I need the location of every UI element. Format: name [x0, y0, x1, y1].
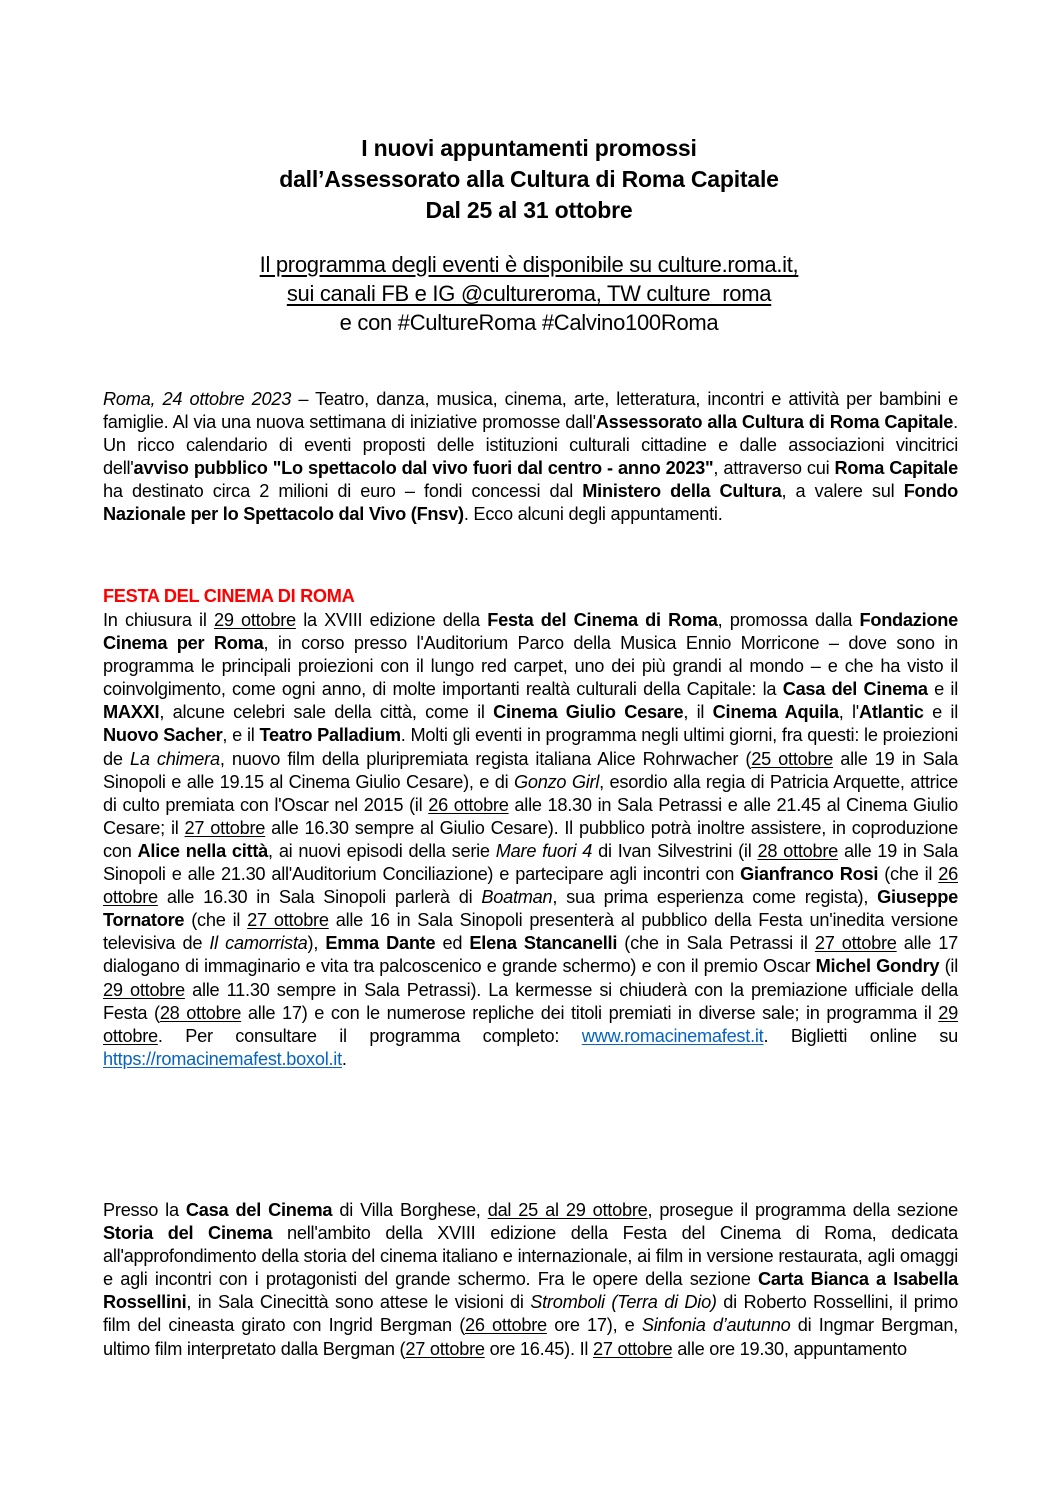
italic-title: Il camorrista — [209, 933, 308, 954]
text-run: di Ivan Silvestrini (il — [592, 840, 758, 861]
bold-text: Emma Dante — [325, 933, 436, 954]
title-line: dall’Assessorato alla Cultura di Roma Capitale — [279, 166, 779, 192]
bold-text: Elena Stancanelli — [469, 933, 618, 954]
bold-text: Michel Gondry — [815, 956, 940, 977]
subtitle-line-website: Il programma degli eventi è disponibile su culture.roma.it, — [259, 252, 799, 277]
italic-title: Stromboli (Terra di Dio) — [530, 1292, 717, 1313]
text-run: alle 17 dialogano di immaginario e vita tra palcoscenico e grande schermo) e con il premio Oscar — [103, 933, 959, 977]
text-run: . Ecco alcuni degli appuntamenti. — [463, 504, 723, 525]
bold-text: Teatro Palladium — [259, 725, 401, 746]
text-run: di Ingmar Bergman, ultimo film interpretato dalla Bergman ( — [103, 1315, 959, 1359]
text-run: nell'ambito della XVIII edizione della Festa del Cinema di Roma, dedicata all'approfondimento della storia del cinema italiano e internazionale, ai film in versione restaurata, agli omaggi e agli incontri con i protagonisti del grande schermo. Fra le opere della sezione — [103, 1223, 958, 1290]
italic-title: Sinfonia d’autunno — [641, 1315, 791, 1336]
bold-text: Roma Capitale — [834, 458, 958, 479]
text-run: In chiusura il — [103, 610, 214, 630]
text-run: , a valere sul — [781, 481, 904, 502]
italic-title: Gonzo Girl — [513, 771, 600, 792]
bold-text: Giuseppe Tornatore — [103, 887, 958, 931]
bold-text: Carta Bianca a Isabella Rossellini — [103, 1269, 958, 1313]
text-run: alle 11.30 sempre in Sala Petrassi). La kermesse si chiuderà con la premiazione ufficiale della Festa ( — [103, 979, 959, 1023]
text-run: di Villa Borghese, — [332, 1200, 488, 1220]
bold-text: Cinema Aquila — [712, 702, 839, 723]
text-run: , e il — [222, 725, 260, 746]
bold-text: Alice nella città — [137, 840, 269, 861]
casa-del-cinema-paragraph — [103, 1199, 958, 1361]
bold-text: Casa del Cinema — [782, 679, 928, 700]
text-run: , l' — [838, 702, 859, 723]
subtitle-line-social: sui canali FB e IG @cultureroma, TW culture_roma — [286, 281, 772, 306]
text-run: alle 19 in Sala Sinopoli e alle 21.30 all'Auditorium Conciliazione) e partecipare agli incontri con — [103, 840, 959, 885]
text-run: alle 17) e con le numerose repliche dei titoli premiati in diverse sale; in programma il — [241, 1002, 939, 1023]
bold-text: Gianfranco Rosi — [740, 864, 879, 885]
text-run: di Roberto Rossellini, il primo film del cineasta girato con Ingrid Bergman ( — [103, 1292, 958, 1336]
underlined-date: 29 ottobre — [103, 1002, 958, 1046]
italic-title: Mare fuori 4 — [495, 840, 593, 861]
underlined-date: 27 ottobre — [405, 1338, 485, 1359]
underlined-date: 28 ottobre — [159, 1002, 242, 1023]
underlined-date: 26 ottobre — [428, 794, 509, 815]
bold-text: Cinema Giulio Cesare — [493, 702, 684, 723]
underlined-date: 28 ottobre — [757, 840, 839, 861]
underlined-date: 26 ottobre — [465, 1315, 547, 1336]
document-subtitle — [0, 250, 1058, 337]
text-run: . Biglietti online su — [763, 1025, 959, 1046]
text-run: , prosegue il programma della sezione — [647, 1200, 958, 1220]
text-run: ed — [435, 933, 470, 954]
underlined-date: 29 ottobre — [213, 610, 296, 630]
italic-title: La chimera — [129, 748, 220, 769]
link[interactable]: www.romacinemafest.it — [581, 1025, 764, 1046]
link[interactable]: https://romacinemafest.boxol.it — [103, 1048, 342, 1069]
bold-text: Festa del Cinema di Roma — [487, 610, 718, 630]
text-run: , esordio alla regia di Patricia Arquette, attrice di culto premiata con l'Oscar nel 2015 (il — [103, 771, 958, 815]
text-run: – Teatro, danza, musica, cinema, arte, letteratura, incontri e attività per bambini e famiglie. Al via una nuova settimana di iniziative promosse dall' — [103, 389, 958, 433]
underlined-date: 27 ottobre — [184, 817, 266, 838]
text-run: . — [341, 1048, 347, 1069]
text-run: , sua prima esperienza come regista), — [552, 887, 878, 908]
bold-text: Atlantic — [858, 702, 924, 723]
bold-text: Casa del Cinema — [185, 1200, 333, 1220]
document-title — [0, 133, 1058, 226]
text-run: , il — [683, 702, 713, 723]
title-line: Dal 25 al 31 ottobre — [425, 197, 633, 223]
text-run: ore 17), e — [546, 1315, 642, 1336]
text-run: . Per consultare il programma completo: — [157, 1025, 582, 1046]
text-run: e il — [927, 679, 958, 700]
text-run: . Molti gli eventi in programma negli ultimi giorni, fra questi: le proiezioni de — [103, 725, 958, 769]
text-run: , in corso presso l'Auditorium Parco della Musica Ennio Morricone – dove sono in programma le principali proiezioni con il lungo red carpet, uno dei più grandi al mondo – e che ha visto il coinvolgimento, come ogni anno, di molte importanti realtà culturali della Capitale: la — [103, 633, 959, 700]
text-run: ), — [307, 933, 326, 954]
underlined-date: 29 ottobre — [103, 979, 185, 1000]
underlined-date: 27 ottobre — [814, 933, 897, 954]
text-run: , alcune celebri sale della città, come il — [159, 702, 494, 723]
text-run: (che il — [878, 864, 939, 885]
bold-text: Nuovo Sacher — [103, 725, 223, 746]
italic-title: Roma, 24 ottobre 2023 — [103, 389, 292, 409]
section-heading: FESTA DEL CINEMA DI ROMA — [103, 586, 355, 606]
text-run: la XVIII edizione della — [295, 610, 488, 630]
text-run: alle 18.30 in Sala Petrassi e alle 21.45 al Cinema Giulio Cesare; il — [103, 794, 958, 838]
text-run: alle ore 19.30, appuntamento — [672, 1338, 907, 1359]
underlined-date: 26 ottobre — [103, 864, 958, 908]
text-run: alle 19 in Sala Sinopoli e alle 19.15 al Cinema Giulio Cesare), e di — [103, 748, 958, 792]
text-run: Presso la — [103, 1200, 186, 1220]
bold-text: Storia del Cinema — [103, 1223, 273, 1244]
italic-title: Boatman — [481, 887, 553, 908]
text-run: ore 16.45). Il — [484, 1338, 593, 1359]
text-run: alle 16.30 in Sala Sinopoli parlerà di — [157, 887, 482, 908]
underlined-date: 27 ottobre — [592, 1338, 673, 1359]
text-run: alle 16 in Sala Sinopoli presenterà al pubblico della Festa un'inedita versione televisiva de — [103, 910, 958, 954]
text-run: alle 16.30 sempre al Giulio Cesare). Il pubblico potrà inoltre assistere, in coproduzione con — [103, 817, 958, 861]
intro-paragraph — [103, 388, 958, 527]
text-run: , ai nuovi episodi della serie — [268, 840, 496, 861]
text-run: ha destinato circa 2 milioni di euro – fondi concessi dal — [103, 481, 583, 502]
bold-text: avviso pubblico "Lo spettacolo dal vivo fuori dal centro - anno 2023" — [133, 458, 714, 479]
bold-text: Assessorato alla Cultura di Roma Capitale — [595, 412, 954, 433]
text-run: (che il — [184, 910, 248, 931]
bold-text: Fondo Nazionale per lo Spettacolo dal Vivo (Fnsv) — [103, 481, 958, 525]
text-run: , promossa dalla — [717, 610, 860, 630]
text-run: . Un ricco calendario di eventi proposti delle istituzioni culturali cittadine e dalle associazioni vincitrici dell' — [103, 412, 958, 479]
bold-text: Ministero della Cultura — [582, 481, 782, 502]
title-line: I nuovi appuntamenti promossi — [361, 135, 697, 161]
text-run: , in Sala Cinecittà sono attese le visioni di — [186, 1292, 531, 1313]
bold-text: MAXXI — [103, 702, 160, 723]
underlined-date: dal 25 al 29 ottobre — [487, 1200, 648, 1220]
underlined-date: 27 ottobre — [247, 910, 329, 931]
text-run: e il — [923, 702, 958, 723]
festa-paragraph — [103, 609, 958, 1071]
text-run: (che in Sala Petrassi il — [617, 933, 815, 954]
text-run: , nuovo film della pluripremiata regista italiana Alice Rohrwacher ( — [219, 748, 752, 769]
text-run: (il — [939, 956, 958, 977]
bold-text: Fondazione Cinema per Roma — [103, 610, 959, 654]
underlined-date: 25 ottobre — [751, 748, 834, 769]
text-run: , attraverso cui — [713, 458, 835, 479]
subtitle-line-hashtags: e con #CultureRoma #Calvino100Roma — [339, 310, 719, 335]
